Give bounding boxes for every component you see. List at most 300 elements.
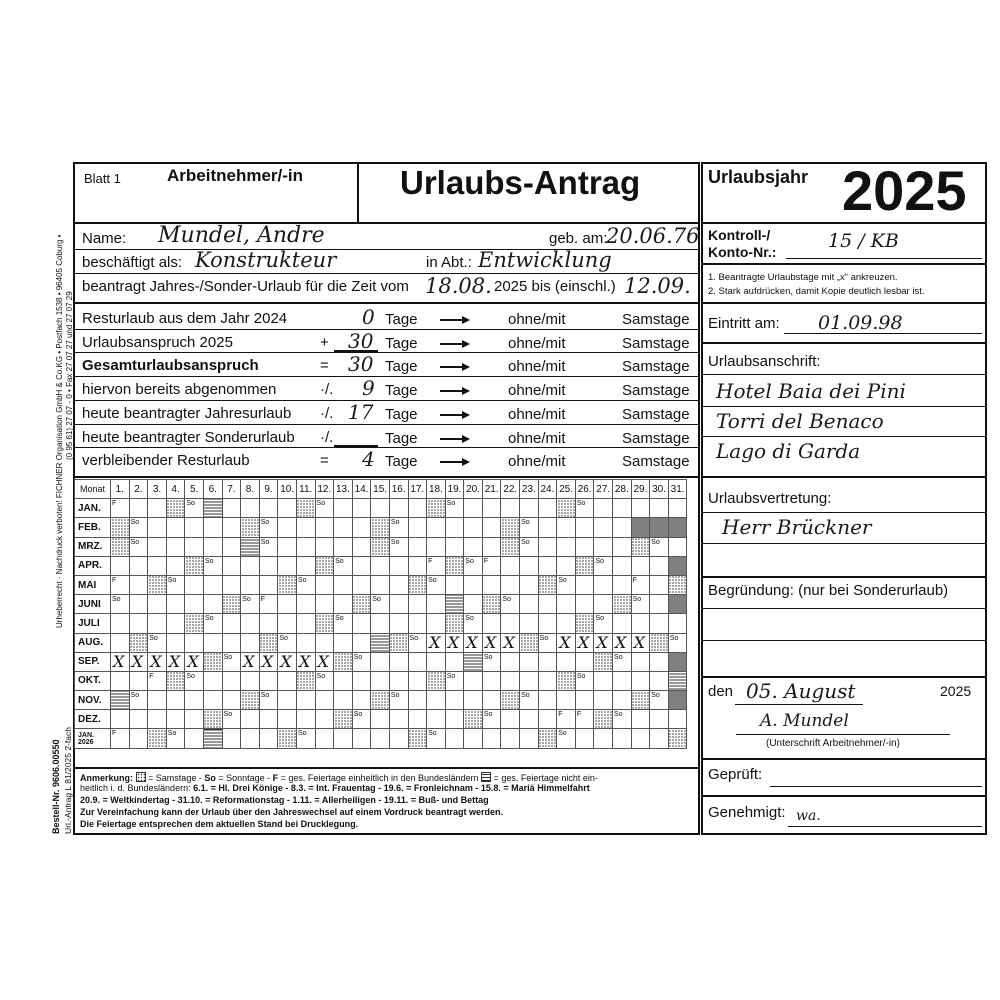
calendar-day-cell[interactable] <box>538 518 557 537</box>
calendar-day-cell[interactable]: So <box>520 537 539 556</box>
calendar-day-cell[interactable] <box>259 499 278 518</box>
calendar-day-cell[interactable]: So <box>613 652 632 671</box>
calendar-day-cell[interactable] <box>631 556 650 575</box>
calendar-day-cell[interactable] <box>389 671 408 690</box>
calendar-day-cell[interactable] <box>538 729 557 748</box>
calendar-day-cell[interactable] <box>296 710 315 729</box>
calendar-day-cell[interactable] <box>501 537 520 556</box>
calendar-day-cell[interactable] <box>371 671 390 690</box>
calendar-day-cell[interactable] <box>520 652 539 671</box>
calendar-day-cell[interactable] <box>166 710 185 729</box>
calendar-day-cell[interactable]: So <box>650 691 669 710</box>
calendar-day-cell[interactable] <box>334 729 353 748</box>
calendar-day-cell[interactable] <box>148 595 167 614</box>
calendar-day-cell[interactable] <box>315 710 334 729</box>
calendar-day-cell[interactable] <box>334 499 353 518</box>
calendar-day-cell[interactable] <box>631 633 650 652</box>
address-line-1[interactable]: Hotel Baia dei Pini <box>716 379 906 403</box>
calendar-day-cell[interactable] <box>389 595 408 614</box>
calendar-day-cell[interactable] <box>594 710 613 729</box>
calendar-day-cell[interactable] <box>371 710 390 729</box>
calendar-day-cell[interactable] <box>222 575 241 594</box>
calendar-day-cell[interactable] <box>501 499 520 518</box>
calendar-day-cell[interactable] <box>650 671 669 690</box>
calendar-day-cell[interactable] <box>203 710 222 729</box>
calendar-day-cell[interactable]: So <box>352 652 371 671</box>
calendar-day-cell[interactable] <box>445 633 464 652</box>
calendar-day-cell[interactable]: So <box>334 614 353 633</box>
calendar-day-cell[interactable] <box>203 729 222 748</box>
calendar-day-cell[interactable] <box>111 633 130 652</box>
calendar-day-cell[interactable] <box>259 556 278 575</box>
calendar-day-cell[interactable] <box>520 710 539 729</box>
address-line-2[interactable]: Torri del Benaco <box>716 409 884 433</box>
calendar-day-cell[interactable]: So <box>241 595 260 614</box>
calendar-day-cell[interactable] <box>278 652 297 671</box>
calendar-day-cell[interactable] <box>668 499 687 518</box>
calendar-day-cell[interactable] <box>668 671 687 690</box>
calendar-day-cell[interactable] <box>631 671 650 690</box>
calendar-day-cell[interactable] <box>203 518 222 537</box>
calendar-day-cell[interactable] <box>445 710 464 729</box>
period-to[interactable]: 12.09. <box>624 274 691 298</box>
calendar-day-cell[interactable]: So <box>334 556 353 575</box>
calendar-day-cell[interactable] <box>166 537 185 556</box>
calendar-day-cell[interactable] <box>185 595 204 614</box>
calendar-day-cell[interactable] <box>408 729 427 748</box>
calendar-day-cell[interactable] <box>482 595 501 614</box>
calendar-day-cell[interactable] <box>222 518 241 537</box>
balance-value[interactable]: 30 <box>348 328 374 353</box>
calendar-day-cell[interactable] <box>594 499 613 518</box>
calendar-day-cell[interactable] <box>334 710 353 729</box>
calendar-day-cell[interactable] <box>482 518 501 537</box>
calendar-day-cell[interactable] <box>631 614 650 633</box>
calendar-day-cell[interactable] <box>575 652 594 671</box>
calendar-day-cell[interactable] <box>668 575 687 594</box>
calendar-day-cell[interactable] <box>538 499 557 518</box>
calendar-day-cell[interactable] <box>352 614 371 633</box>
calendar-day-cell[interactable] <box>222 499 241 518</box>
calendar-day-cell[interactable] <box>557 652 576 671</box>
calendar-day-cell[interactable] <box>371 633 390 652</box>
calendar-day-cell[interactable] <box>464 729 483 748</box>
calendar-day-cell[interactable] <box>427 537 446 556</box>
calendar-day-cell[interactable] <box>278 518 297 537</box>
calendar-day-cell[interactable] <box>464 518 483 537</box>
calendar-day-cell[interactable] <box>315 575 334 594</box>
calendar-day-cell[interactable] <box>557 671 576 690</box>
calendar-day-cell[interactable] <box>352 556 371 575</box>
calendar-day-cell[interactable] <box>594 575 613 594</box>
calendar-day-cell[interactable] <box>501 556 520 575</box>
calendar-day-cell[interactable] <box>464 575 483 594</box>
calendar-day-cell[interactable] <box>185 614 204 633</box>
calendar-day-cell[interactable] <box>613 671 632 690</box>
calendar-day-cell[interactable] <box>557 691 576 710</box>
calendar-day-cell[interactable] <box>557 499 576 518</box>
calendar-day-cell[interactable] <box>129 614 148 633</box>
calendar-day-cell[interactable] <box>166 556 185 575</box>
calendar-day-cell[interactable]: F <box>259 595 278 614</box>
calendar-day-cell[interactable] <box>352 537 371 556</box>
calendar-day-cell[interactable]: So <box>185 671 204 690</box>
calendar-day-cell[interactable] <box>445 729 464 748</box>
calendar-day-cell[interactable] <box>427 691 446 710</box>
calendar-day-cell[interactable] <box>668 710 687 729</box>
calendar-day-cell[interactable] <box>129 499 148 518</box>
calendar-day-cell[interactable] <box>259 671 278 690</box>
calendar-day-cell[interactable]: F <box>482 556 501 575</box>
calendar-day-cell[interactable] <box>408 499 427 518</box>
calendar-day-cell[interactable] <box>371 691 390 710</box>
calendar-day-cell[interactable] <box>278 729 297 748</box>
substitute-value[interactable]: Herr Brückner <box>722 515 872 539</box>
calendar-day-cell[interactable] <box>203 652 222 671</box>
calendar-day-cell[interactable] <box>650 518 669 537</box>
calendar-day-cell[interactable] <box>557 633 576 652</box>
calendar-day-cell[interactable]: So <box>501 595 520 614</box>
calendar-day-cell[interactable] <box>371 499 390 518</box>
calendar-day-cell[interactable] <box>166 614 185 633</box>
calendar-day-cell[interactable] <box>241 499 260 518</box>
calendar-day-cell[interactable]: So <box>222 710 241 729</box>
calendar-day-cell[interactable] <box>371 575 390 594</box>
calendar-day-cell[interactable] <box>185 691 204 710</box>
calendar-day-cell[interactable] <box>538 595 557 614</box>
calendar-day-cell[interactable] <box>166 595 185 614</box>
calendar-day-cell[interactable] <box>148 710 167 729</box>
calendar-day-cell[interactable] <box>259 614 278 633</box>
calendar-day-cell[interactable] <box>129 652 148 671</box>
balance-value[interactable]: 17 <box>348 399 374 424</box>
calendar-day-cell[interactable] <box>278 595 297 614</box>
calendar-day-cell[interactable]: So <box>482 710 501 729</box>
calendar-day-cell[interactable]: So <box>129 691 148 710</box>
calendar-day-cell[interactable] <box>315 633 334 652</box>
calendar-day-cell[interactable]: So <box>352 710 371 729</box>
calendar-day-cell[interactable] <box>315 537 334 556</box>
calendar-day-cell[interactable]: So <box>259 691 278 710</box>
calendar-day-cell[interactable] <box>371 518 390 537</box>
calendar-day-cell[interactable]: So <box>482 652 501 671</box>
calendar-day-cell[interactable] <box>557 614 576 633</box>
calendar-day-cell[interactable] <box>334 537 353 556</box>
calendar-day-cell[interactable] <box>371 556 390 575</box>
calendar-day-cell[interactable] <box>241 537 260 556</box>
calendar-day-cell[interactable] <box>334 671 353 690</box>
name-value[interactable]: Mundel, Andre <box>158 223 325 248</box>
calendar-day-cell[interactable] <box>185 633 204 652</box>
calendar-day-cell[interactable] <box>389 614 408 633</box>
calendar-day-cell[interactable] <box>241 710 260 729</box>
calendar-day-cell[interactable] <box>631 499 650 518</box>
calendar-day-cell[interactable]: So <box>520 691 539 710</box>
calendar-day-cell[interactable] <box>408 671 427 690</box>
calendar-day-cell[interactable] <box>111 556 130 575</box>
calendar-day-cell[interactable] <box>371 537 390 556</box>
calendar-day-cell[interactable] <box>315 729 334 748</box>
calendar-day-cell[interactable] <box>613 575 632 594</box>
calendar-day-cell[interactable] <box>668 537 687 556</box>
calendar-day-cell[interactable] <box>315 691 334 710</box>
calendar-day-cell[interactable] <box>520 499 539 518</box>
calendar-day-cell[interactable] <box>445 518 464 537</box>
calendar-day-cell[interactable] <box>315 556 334 575</box>
calendar-day-cell[interactable] <box>575 614 594 633</box>
calendar-day-cell[interactable] <box>668 652 687 671</box>
calendar-day-cell[interactable] <box>389 633 408 652</box>
calendar-day-cell[interactable] <box>111 671 130 690</box>
calendar-day-cell[interactable] <box>185 710 204 729</box>
calendar-day-cell[interactable]: So <box>557 575 576 594</box>
calendar-day-cell[interactable] <box>501 710 520 729</box>
calendar-day-cell[interactable] <box>296 633 315 652</box>
calendar-day-cell[interactable] <box>668 518 687 537</box>
calendar-day-cell[interactable]: So <box>445 499 464 518</box>
calendar-day-cell[interactable]: So <box>166 575 185 594</box>
calendar-day-cell[interactable]: So <box>111 595 130 614</box>
calendar-day-cell[interactable] <box>445 691 464 710</box>
calendar-day-cell[interactable] <box>334 518 353 537</box>
calendar-day-cell[interactable] <box>352 575 371 594</box>
calendar-day-cell[interactable] <box>241 556 260 575</box>
calendar-day-cell[interactable] <box>538 556 557 575</box>
calendar-day-cell[interactable] <box>613 556 632 575</box>
period-from[interactable]: 18.08. <box>425 274 492 298</box>
calendar-day-cell[interactable] <box>241 614 260 633</box>
calendar-day-cell[interactable] <box>594 652 613 671</box>
control-value[interactable]: 15 / KB <box>828 230 899 252</box>
calendar-day-cell[interactable]: F <box>557 710 576 729</box>
calendar-day-cell[interactable] <box>613 691 632 710</box>
calendar-day-cell[interactable] <box>166 671 185 690</box>
calendar-day-cell[interactable] <box>222 671 241 690</box>
calendar-day-cell[interactable]: So <box>296 575 315 594</box>
calendar-day-cell[interactable] <box>111 691 130 710</box>
calendar-day-cell[interactable] <box>613 614 632 633</box>
calendar-day-cell[interactable] <box>111 652 130 671</box>
calendar-day-cell[interactable] <box>148 556 167 575</box>
calendar-day-cell[interactable] <box>520 633 539 652</box>
calendar-day-cell[interactable] <box>166 518 185 537</box>
calendar-day-cell[interactable] <box>464 633 483 652</box>
calendar-day-cell[interactable] <box>538 691 557 710</box>
balance-value[interactable]: 30 <box>348 352 374 377</box>
calendar-day-cell[interactable] <box>650 556 669 575</box>
calendar-day-cell[interactable] <box>538 614 557 633</box>
calendar-day-cell[interactable] <box>464 595 483 614</box>
calendar-day-cell[interactable] <box>148 499 167 518</box>
calendar-day-cell[interactable] <box>334 595 353 614</box>
calendar-day-cell[interactable] <box>501 691 520 710</box>
calendar-day-cell[interactable] <box>650 595 669 614</box>
calendar-day-cell[interactable] <box>241 671 260 690</box>
calendar-day-cell[interactable] <box>259 710 278 729</box>
calendar-day-cell[interactable] <box>352 633 371 652</box>
calendar-day-cell[interactable]: F <box>148 671 167 690</box>
calendar-day-cell[interactable] <box>482 691 501 710</box>
calendar-day-cell[interactable] <box>129 633 148 652</box>
calendar-day-cell[interactable] <box>520 575 539 594</box>
calendar-day-cell[interactable] <box>575 518 594 537</box>
calendar-day-cell[interactable] <box>631 729 650 748</box>
calendar-day-cell[interactable] <box>520 671 539 690</box>
calendar-day-cell[interactable] <box>278 710 297 729</box>
calendar-day-cell[interactable] <box>259 575 278 594</box>
calendar-day-cell[interactable] <box>482 537 501 556</box>
calendar-day-cell[interactable]: So <box>520 518 539 537</box>
calendar-day-cell[interactable] <box>241 729 260 748</box>
calendar-day-cell[interactable] <box>166 652 185 671</box>
calendar-day-cell[interactable] <box>129 671 148 690</box>
calendar-day-cell[interactable]: So <box>464 556 483 575</box>
calendar-day-cell[interactable]: So <box>594 614 613 633</box>
calendar-day-cell[interactable] <box>278 671 297 690</box>
calendar-day-cell[interactable] <box>594 729 613 748</box>
calendar-day-cell[interactable] <box>129 556 148 575</box>
calendar-day-cell[interactable] <box>278 575 297 594</box>
calendar-day-cell[interactable] <box>445 537 464 556</box>
calendar-day-cell[interactable] <box>222 729 241 748</box>
calendar-day-cell[interactable] <box>501 633 520 652</box>
calendar-day-cell[interactable] <box>668 614 687 633</box>
calendar-day-cell[interactable] <box>315 518 334 537</box>
calendar-day-cell[interactable] <box>408 652 427 671</box>
calendar-day-cell[interactable] <box>613 595 632 614</box>
calendar-day-cell[interactable] <box>352 499 371 518</box>
calendar-day-cell[interactable] <box>575 691 594 710</box>
calendar-day-cell[interactable] <box>166 499 185 518</box>
calendar-day-cell[interactable] <box>129 595 148 614</box>
calendar-day-cell[interactable] <box>352 691 371 710</box>
calendar-day-cell[interactable] <box>389 710 408 729</box>
calendar-day-cell[interactable]: F <box>631 575 650 594</box>
calendar-day-cell[interactable] <box>445 614 464 633</box>
calendar-day-cell[interactable] <box>408 518 427 537</box>
calendar-day-cell[interactable] <box>352 518 371 537</box>
calendar-day-cell[interactable] <box>241 633 260 652</box>
address-line-3[interactable]: Lago di Garda <box>716 439 861 463</box>
calendar-day-cell[interactable]: F <box>575 710 594 729</box>
calendar-day-cell[interactable] <box>259 652 278 671</box>
calendar-day-cell[interactable] <box>631 710 650 729</box>
employee-signature[interactable]: A. Mundel <box>760 711 849 731</box>
calendar-day-cell[interactable]: So <box>464 614 483 633</box>
calendar-day-cell[interactable] <box>259 729 278 748</box>
calendar-day-cell[interactable] <box>334 652 353 671</box>
calendar-day-cell[interactable] <box>538 710 557 729</box>
calendar-day-cell[interactable] <box>557 518 576 537</box>
calendar-day-cell[interactable] <box>594 691 613 710</box>
balance-value[interactable]: 0 <box>362 305 375 329</box>
calendar-day-cell[interactable]: So <box>185 499 204 518</box>
calendar-day-cell[interactable]: So <box>594 556 613 575</box>
calendar-day-cell[interactable]: So <box>371 595 390 614</box>
calendar-day-cell[interactable] <box>296 595 315 614</box>
calendar-day-cell[interactable]: So <box>557 729 576 748</box>
calendar-day-cell[interactable]: So <box>259 537 278 556</box>
calendar-day-cell[interactable]: F <box>111 575 130 594</box>
calendar-day-cell[interactable] <box>538 575 557 594</box>
calendar-day-cell[interactable] <box>185 518 204 537</box>
calendar-day-cell[interactable] <box>185 575 204 594</box>
calendar-day-cell[interactable] <box>464 537 483 556</box>
calendar-day-cell[interactable] <box>148 518 167 537</box>
calendar-day-cell[interactable] <box>203 671 222 690</box>
calendar-day-cell[interactable] <box>482 499 501 518</box>
calendar-day-cell[interactable] <box>185 652 204 671</box>
job-value[interactable]: Konstrukteur <box>195 248 337 272</box>
calendar-day-cell[interactable] <box>111 537 130 556</box>
calendar-day-cell[interactable] <box>222 556 241 575</box>
calendar-day-cell[interactable] <box>148 729 167 748</box>
calendar-day-cell[interactable]: So <box>203 614 222 633</box>
calendar-day-cell[interactable] <box>296 556 315 575</box>
calendar-day-cell[interactable] <box>650 710 669 729</box>
calendar-day-cell[interactable] <box>185 729 204 748</box>
calendar-day-cell[interactable] <box>501 614 520 633</box>
calendar-day-cell[interactable] <box>613 729 632 748</box>
calendar-day-cell[interactable]: So <box>445 671 464 690</box>
calendar-day-cell[interactable]: So <box>203 556 222 575</box>
calendar-day-cell[interactable]: F <box>111 499 130 518</box>
calendar-day-cell[interactable] <box>203 691 222 710</box>
calendar-day-cell[interactable] <box>278 556 297 575</box>
dept-value[interactable]: Entwicklung <box>478 248 612 272</box>
calendar-day-cell[interactable]: So <box>538 633 557 652</box>
calendar-day-cell[interactable]: So <box>148 633 167 652</box>
calendar-day-cell[interactable] <box>650 633 669 652</box>
calendar-day-cell[interactable] <box>650 614 669 633</box>
calendar-day-cell[interactable] <box>408 710 427 729</box>
calendar-day-cell[interactable] <box>557 595 576 614</box>
calendar-day-cell[interactable] <box>148 652 167 671</box>
calendar-day-cell[interactable]: So <box>427 575 446 594</box>
calendar-day-cell[interactable] <box>222 537 241 556</box>
calendar-day-cell[interactable] <box>427 518 446 537</box>
calendar-day-cell[interactable] <box>296 671 315 690</box>
calendar-day-cell[interactable] <box>278 537 297 556</box>
calendar-day-cell[interactable] <box>148 575 167 594</box>
calendar-day-cell[interactable] <box>594 671 613 690</box>
calendar-day-cell[interactable] <box>538 537 557 556</box>
calendar-day-cell[interactable] <box>631 652 650 671</box>
calendar-day-cell[interactable] <box>538 652 557 671</box>
calendar-day-cell[interactable] <box>222 614 241 633</box>
calendar-day-cell[interactable]: So <box>389 691 408 710</box>
calendar-day-cell[interactable] <box>575 537 594 556</box>
calendar-day-cell[interactable] <box>668 691 687 710</box>
calendar-day-cell[interactable] <box>296 652 315 671</box>
calendar-day-cell[interactable] <box>668 729 687 748</box>
calendar-day-cell[interactable] <box>445 575 464 594</box>
calendar-day-cell[interactable] <box>445 556 464 575</box>
calendar-day-cell[interactable] <box>464 671 483 690</box>
calendar-day-cell[interactable] <box>650 575 669 594</box>
calendar-day-cell[interactable] <box>650 499 669 518</box>
calendar-day-cell[interactable] <box>594 537 613 556</box>
calendar-day-cell[interactable] <box>278 614 297 633</box>
calendar-day-cell[interactable] <box>334 633 353 652</box>
calendar-day-cell[interactable] <box>631 518 650 537</box>
calendar-day-cell[interactable] <box>148 614 167 633</box>
calendar-day-cell[interactable] <box>111 518 130 537</box>
sign-date[interactable]: 05. August <box>746 679 856 703</box>
calendar-day-cell[interactable] <box>203 595 222 614</box>
calendar-day-cell[interactable]: So <box>650 537 669 556</box>
calendar-day-cell[interactable] <box>575 729 594 748</box>
